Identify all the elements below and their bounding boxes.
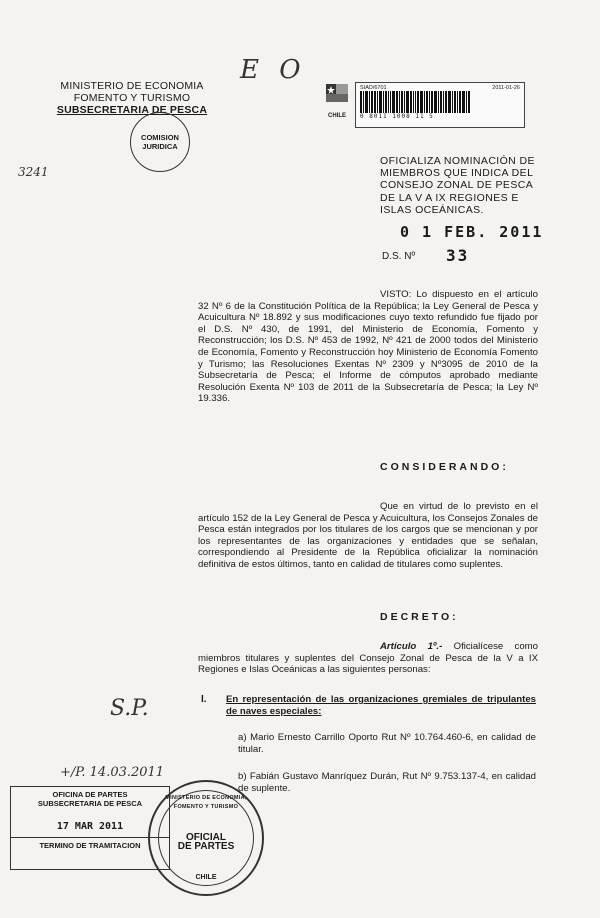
office-stamp-date: 17 MAR 2011	[56, 821, 124, 832]
ministry-line-3: SUBSECRETARIA DE PESCA	[56, 104, 208, 116]
section-title: En representación de las organizaciones gremiales de tripulantes de naves especiales:	[226, 694, 536, 717]
office-stamp-line-3: TERMINO DE TRAMITACION	[11, 837, 169, 850]
office-stamp-line-2: SUBSECRETARIA DE PESCA	[37, 799, 143, 808]
juridica-stamp-line-1: COMISION	[141, 133, 179, 142]
round-stamp-center-1: OFICIAL	[186, 832, 226, 843]
chile-emblem-icon	[322, 80, 352, 116]
margin-date: +/P. 14.03.2011	[60, 765, 165, 780]
document-title	[380, 155, 540, 216]
item-b: b) Fabián Gustavo Manríquez Durán, Rut Nº 9.753.137-4, en calidad de suplente.	[238, 771, 536, 794]
ds-label: D.S. Nº	[382, 251, 416, 262]
juridica-stamp-line-2: JURIDICA	[142, 142, 178, 151]
top-handwriting: E O	[240, 55, 307, 85]
article-1-label: Artículo 1º.-	[380, 641, 443, 652]
article-1	[198, 641, 538, 676]
juridica-stamp	[130, 112, 190, 172]
title-line-4: DE LA V A IX REGIONES E	[380, 191, 519, 204]
considerando-heading: CONSIDERANDO:	[380, 461, 509, 473]
ministry-header	[52, 80, 212, 116]
title-line-1: OFICIALIZA NOMINACIÓN DE	[380, 155, 535, 167]
government-logo	[322, 80, 352, 119]
round-stamp-bottom-text: CHILE	[195, 874, 217, 881]
barcode-left-text: SIAD/6701	[360, 85, 387, 91]
barcode-right-text: 2011-01-26	[492, 85, 520, 91]
ds-number: 33	[446, 246, 470, 265]
ministry-line-2: FOMENTO Y TURISMO	[73, 92, 191, 104]
round-stamp-center-2: DE PARTES	[177, 841, 235, 852]
title-line-2: MIEMBROS QUE INDICA DEL	[380, 167, 534, 180]
office-stamp-line-1: OFICINA DE PARTES	[52, 790, 128, 799]
title-line-3: CONSEJO ZONAL DE PESCA	[380, 179, 534, 192]
initials-mark: S.P.	[110, 696, 149, 721]
ministry-round-stamp	[148, 780, 264, 896]
barcode-icon	[360, 91, 520, 113]
round-stamp-ring-text: MINISTERIO DE ECONOMIA, FOMENTO Y TURISMO	[165, 795, 247, 810]
logo-text: CHILE	[328, 113, 346, 119]
barcode-label	[355, 82, 525, 128]
section-roman-numeral: I.	[201, 694, 207, 705]
ministry-line-1: MINISTERIO DE ECONOMIA	[60, 80, 204, 92]
office-of-parts-stamp	[10, 786, 170, 870]
barcode-number: 0 8011 1008 11 5	[360, 113, 434, 120]
considerando-paragraph: Que en virtud de lo previsto en el artículo 152 de la Ley General de Pesca y Acuicultura, los Consejos Zonales de Pesca están integrados por los titulares de los cargos que se mencionan y por los representantes de las organizaciones y entidades que se señalan, correspondiendo al Presidente de la República oficializar la nominación definitiva de estos últimos, tanto en calidad de titulares como suplentes.	[198, 501, 538, 570]
article-1-text: Oficialícese como miembros titulares y suplentes del Consejo Zonal de Pesca de la V a IX Regiones e Islas Oceánicas a las siguientes personas:	[198, 641, 539, 676]
item-a: a) Mario Ernesto Carrillo Oporto Rut Nº 10.764.460-6, en calidad de titular.	[238, 732, 536, 755]
title-line-5: ISLAS OCEÁNICAS.	[380, 203, 484, 216]
side-number: 3241	[18, 165, 49, 179]
decreto-heading: DECRETO:	[380, 611, 459, 623]
decree-date: 0 1 FEB. 2011	[400, 223, 544, 241]
visto-paragraph: VISTO: Lo dispuesto en el artículo 32 Nº 6 de la Constitución Política de la República; la Ley General de Pesca y Acuicultura Nº 18.892 y sus modificaciones cuyo texto refundido fue fijado por el D.S. Nº 430, de 1991, del Ministerio de Economía, Fomento y Reconstrucción; los D.S. Nº 453 de 1992, Nº 421 de 2000 todos del Ministerio de Economía, Fomento y Reconstrucción hoy Ministerio de Economía Fomento y Turismo; las Resoluciones Exentas Nº 2309 y Nº3095 de 2010 de la Subsecretaría de Pesca; el Informe de cómputos aprobado mediante Resolución Exenta Nº 103 de 2011 de la Subsecretaría de Pesca; la Ley Nº 19.336.	[198, 289, 538, 405]
